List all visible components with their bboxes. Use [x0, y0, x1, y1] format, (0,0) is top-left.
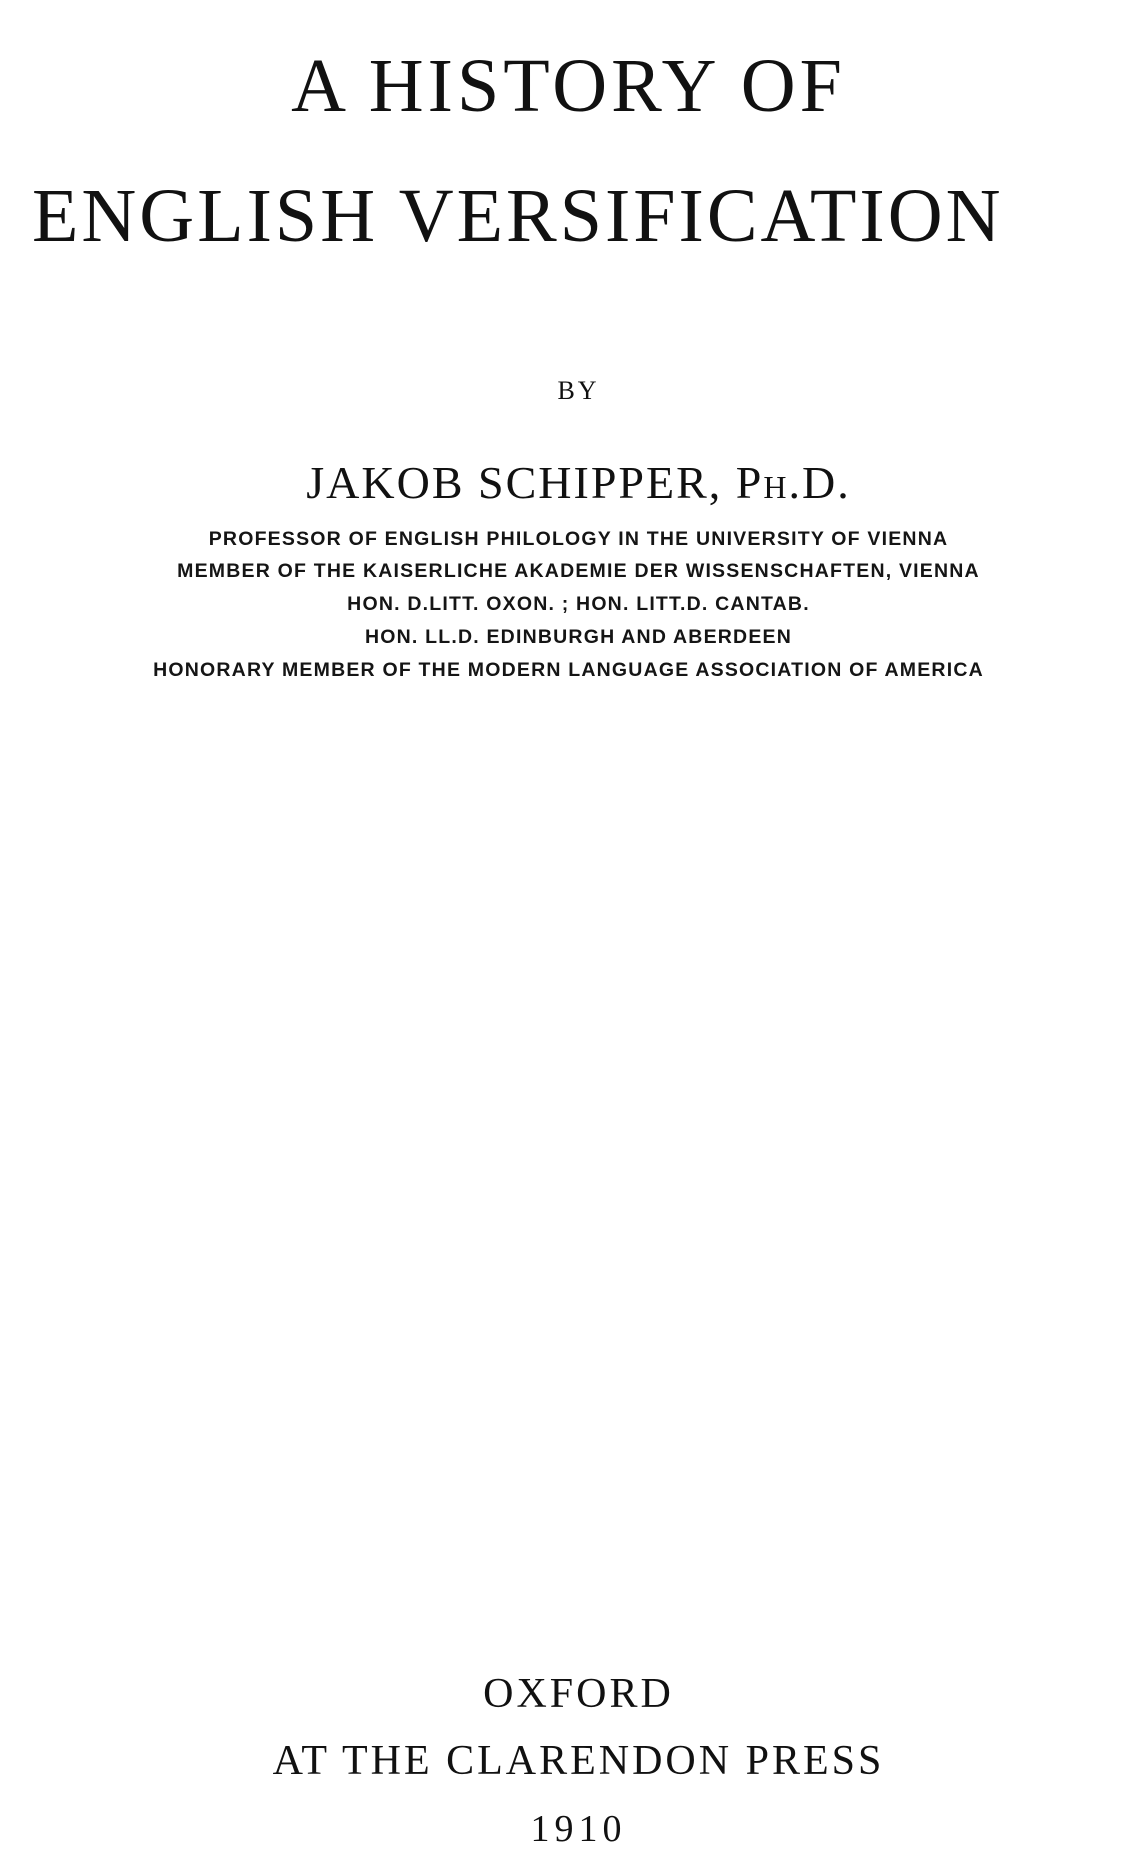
author-name — [10, 457, 1137, 508]
title-line-1: A HISTORY OF — [291, 44, 846, 128]
author-name-text: JAKOB SCHIPPER, — [306, 457, 736, 508]
author-credential: PROFESSOR OF ENGLISH PHILOLOGY IN THE UNIVERSITY OF VIENNA — [208, 528, 949, 550]
author-degree: Ph.D. — [735, 457, 851, 508]
author-credential: HONORARY MEMBER OF THE MODERN LANGUAGE ASSOCIATION OF AMERICA — [153, 659, 984, 681]
title-line-2: ENGLISH VERSIFICATION — [32, 174, 1004, 258]
author-credential: HON. LL.D. EDINBURGH AND ABERDEEN — [364, 626, 793, 648]
author-credential: HON. D.LITT. OXON. ; HON. LITT.D. CANTAB. — [347, 593, 810, 615]
imprint-publisher: AT THE CLARENDON PRESS — [272, 1738, 885, 1784]
byline-label: BY — [557, 376, 600, 405]
imprint-year: 1910 — [530, 1808, 627, 1850]
imprint-city: OXFORD — [483, 1671, 674, 1717]
author-credential: MEMBER OF THE KAISERLICHE AKADEMIE DER WISSENSCHAFTEN, VIENNA — [177, 560, 980, 582]
